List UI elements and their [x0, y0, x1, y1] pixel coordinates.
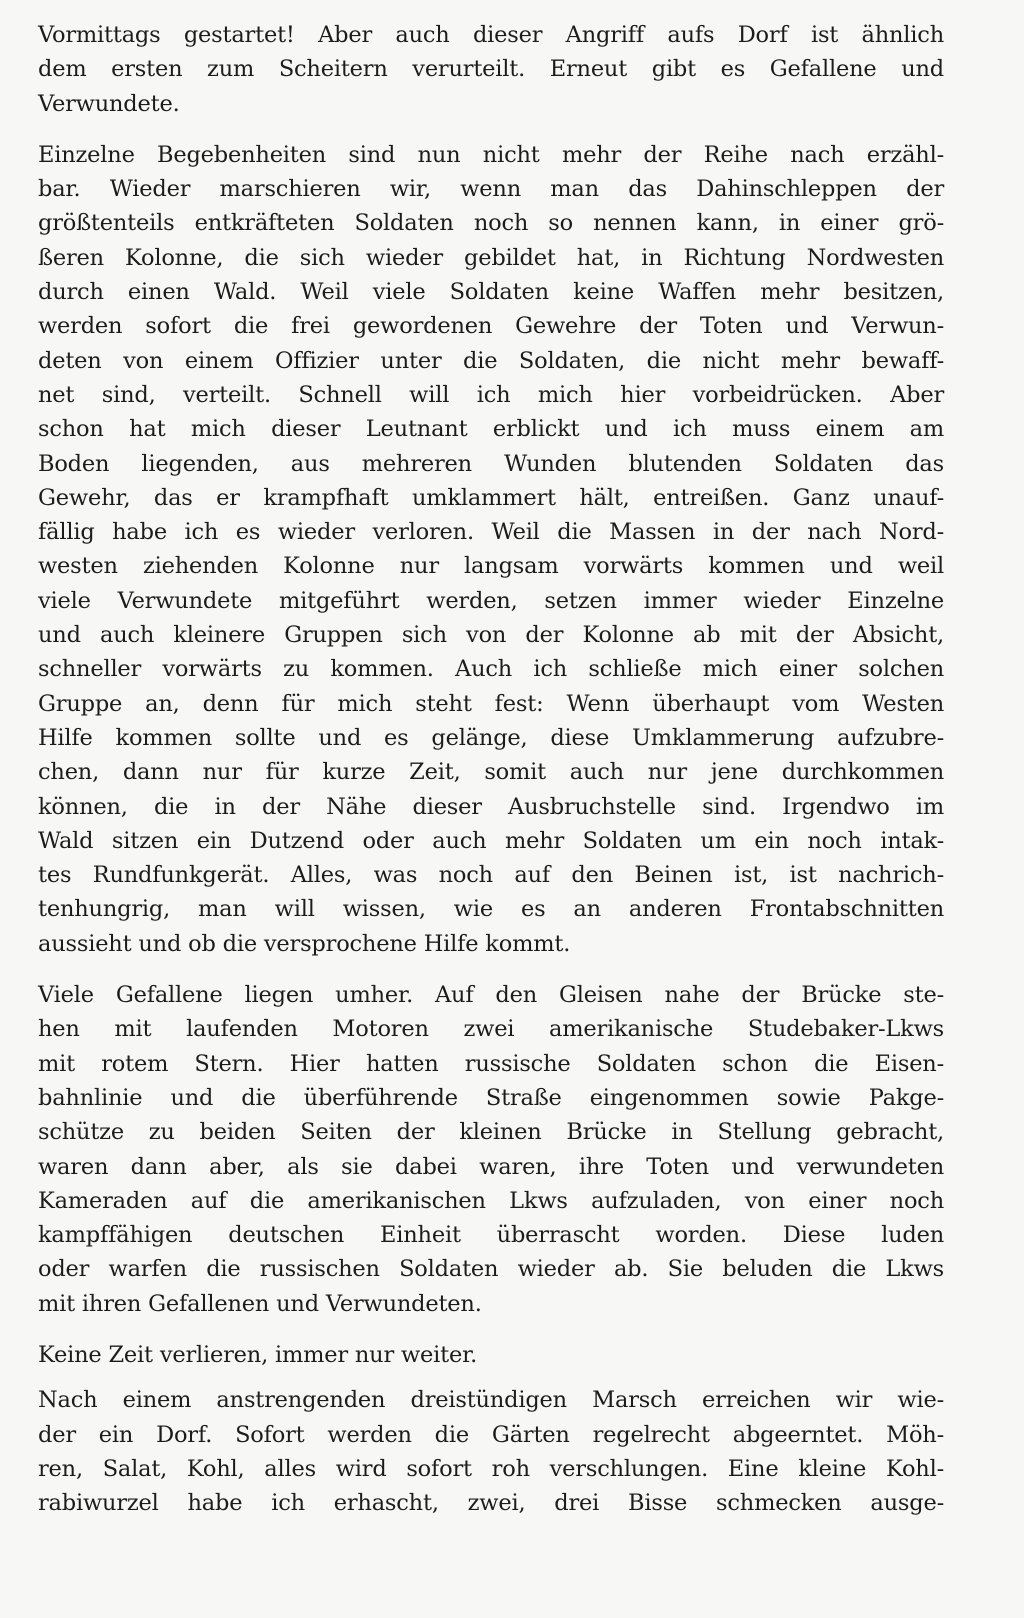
text-line: Keine Zeit verlieren, immer nur weiter.: [38, 1341, 478, 1368]
text-line: mit ihren Gefallenen und Verwundeten.: [38, 1290, 482, 1317]
text-line: bahnlinie und die überführende Straße eingenommen sowie Pakge-: [38, 1084, 944, 1111]
text-line: tes Rundfunkgerät. Alles, was noch auf den Beinen ist, ist nachrich-: [38, 862, 944, 889]
text-line: schneller vorwärts zu kommen. Auch ich schließe mich einer solchen: [38, 656, 944, 683]
text-line: Nach einem anstrengenden dreistündigen Marsch erreichen wir wie-: [38, 1387, 944, 1414]
text-line: Viele Gefallene liegen umher. Auf den Gleisen nahe der Brücke ste-: [38, 982, 944, 1009]
text-line: kampffähigen deutschen Einheit überrascht worden. Diese luden: [38, 1222, 944, 1249]
text-line: Verwundete.: [38, 90, 180, 117]
text-line: ren, Salat, Kohl, alles wird sofort roh verschlungen. Eine kleine Kohl-: [38, 1455, 944, 1482]
paragraph: [38, 18, 944, 121]
text-line: ßeren Kolonne, die sich wieder gebildet hat, in Richtung Nordwesten: [38, 244, 944, 271]
text-line: Hilfe kommen sollte und es gelänge, diese Umklammerung aufzubre-: [38, 724, 944, 751]
text-line: der ein Dorf. Sofort werden die Gärten regelrecht abgeerntet. Möh-: [38, 1421, 944, 1448]
text-line: schütze zu beiden Seiten der kleinen Brücke in Stellung gebracht,: [38, 1119, 944, 1146]
paragraph: [38, 978, 944, 1321]
text-line: deten von einem Offizier unter die Soldaten, die nicht mehr bewaff-: [38, 347, 944, 374]
text-line: bar. Wieder marschieren wir, wenn man das Dahinschleppen der: [38, 176, 944, 203]
text-line: Boden liegenden, aus mehreren Wunden blutenden Soldaten das: [38, 450, 944, 477]
text-line: westen ziehenden Kolonne nur langsam vorwärts kommen und weil: [38, 553, 944, 580]
text-line: dem ersten zum Scheitern verurteilt. Erneut gibt es Gefallene und: [38, 56, 944, 83]
text-line: oder warfen die russischen Soldaten wieder ab. Sie beluden die Lkws: [38, 1256, 944, 1283]
book-page: [38, 18, 944, 1537]
text-line: Vormittags gestartet! Aber auch dieser Angriff aufs Dorf ist ähnlich: [38, 22, 944, 48]
paragraph: [38, 1338, 944, 1372]
text-line: hen mit laufenden Motoren zwei amerikanische Studebaker-Lkws: [38, 1016, 944, 1043]
text-line: chen, dann nur für kurze Zeit, somit auch nur jene durchkommen: [38, 759, 944, 786]
text-line: rabiwurzel habe ich erhascht, zwei, drei Bisse schmecken ausge-: [38, 1490, 944, 1517]
text-line: tenhungrig, man will wissen, wie es an anderen Frontabschnitten: [38, 896, 944, 923]
paragraph: [38, 1383, 944, 1520]
text-line: mit rotem Stern. Hier hatten russische Soldaten schon die Eisen-: [38, 1050, 944, 1077]
text-line: waren dann aber, als sie dabei waren, ihre Toten und verwundeten: [38, 1153, 944, 1180]
text-line: Einzelne Begebenheiten sind nun nicht mehr der Reihe nach erzähl-: [38, 141, 944, 168]
text-line: größtenteils entkräfteten Soldaten noch so nennen kann, in einer grö-: [38, 210, 944, 237]
text-line: Gewehr, das er krampfhaft umklammert hält, entreißen. Ganz unauf-: [38, 484, 944, 511]
text-line: aussieht und ob die versprochene Hilfe kommt.: [38, 930, 571, 957]
text-line: können, die in der Nähe dieser Ausbruchstelle sind. Irgendwo im: [38, 793, 944, 820]
text-line: werden sofort die frei gewordenen Gewehre der Toten und Verwun-: [38, 313, 944, 340]
text-line: durch einen Wald. Weil viele Soldaten keine Waffen mehr besitzen,: [38, 279, 944, 306]
text-line: net sind, verteilt. Schnell will ich mich hier vorbeidrücken. Aber: [38, 381, 944, 408]
text-line: und auch kleinere Gruppen sich von der Kolonne ab mit der Absicht,: [38, 622, 944, 649]
text-line: Kameraden auf die amerikanischen Lkws aufzuladen, von einer noch: [38, 1187, 944, 1214]
text-line: Wald sitzen ein Dutzend oder auch mehr Soldaten um ein noch intak-: [38, 827, 944, 854]
text-line: fällig habe ich es wieder verloren. Weil die Massen in der nach Nord-: [38, 519, 944, 546]
text-line: Gruppe an, denn für mich steht fest: Wenn überhaupt vom Westen: [38, 690, 944, 717]
text-line: schon hat mich dieser Leutnant erblickt und ich muss einem am: [38, 416, 944, 443]
text-line: viele Verwundete mitgeführt werden, setzen immer wieder Einzelne: [38, 587, 944, 614]
paragraph: [38, 138, 944, 961]
